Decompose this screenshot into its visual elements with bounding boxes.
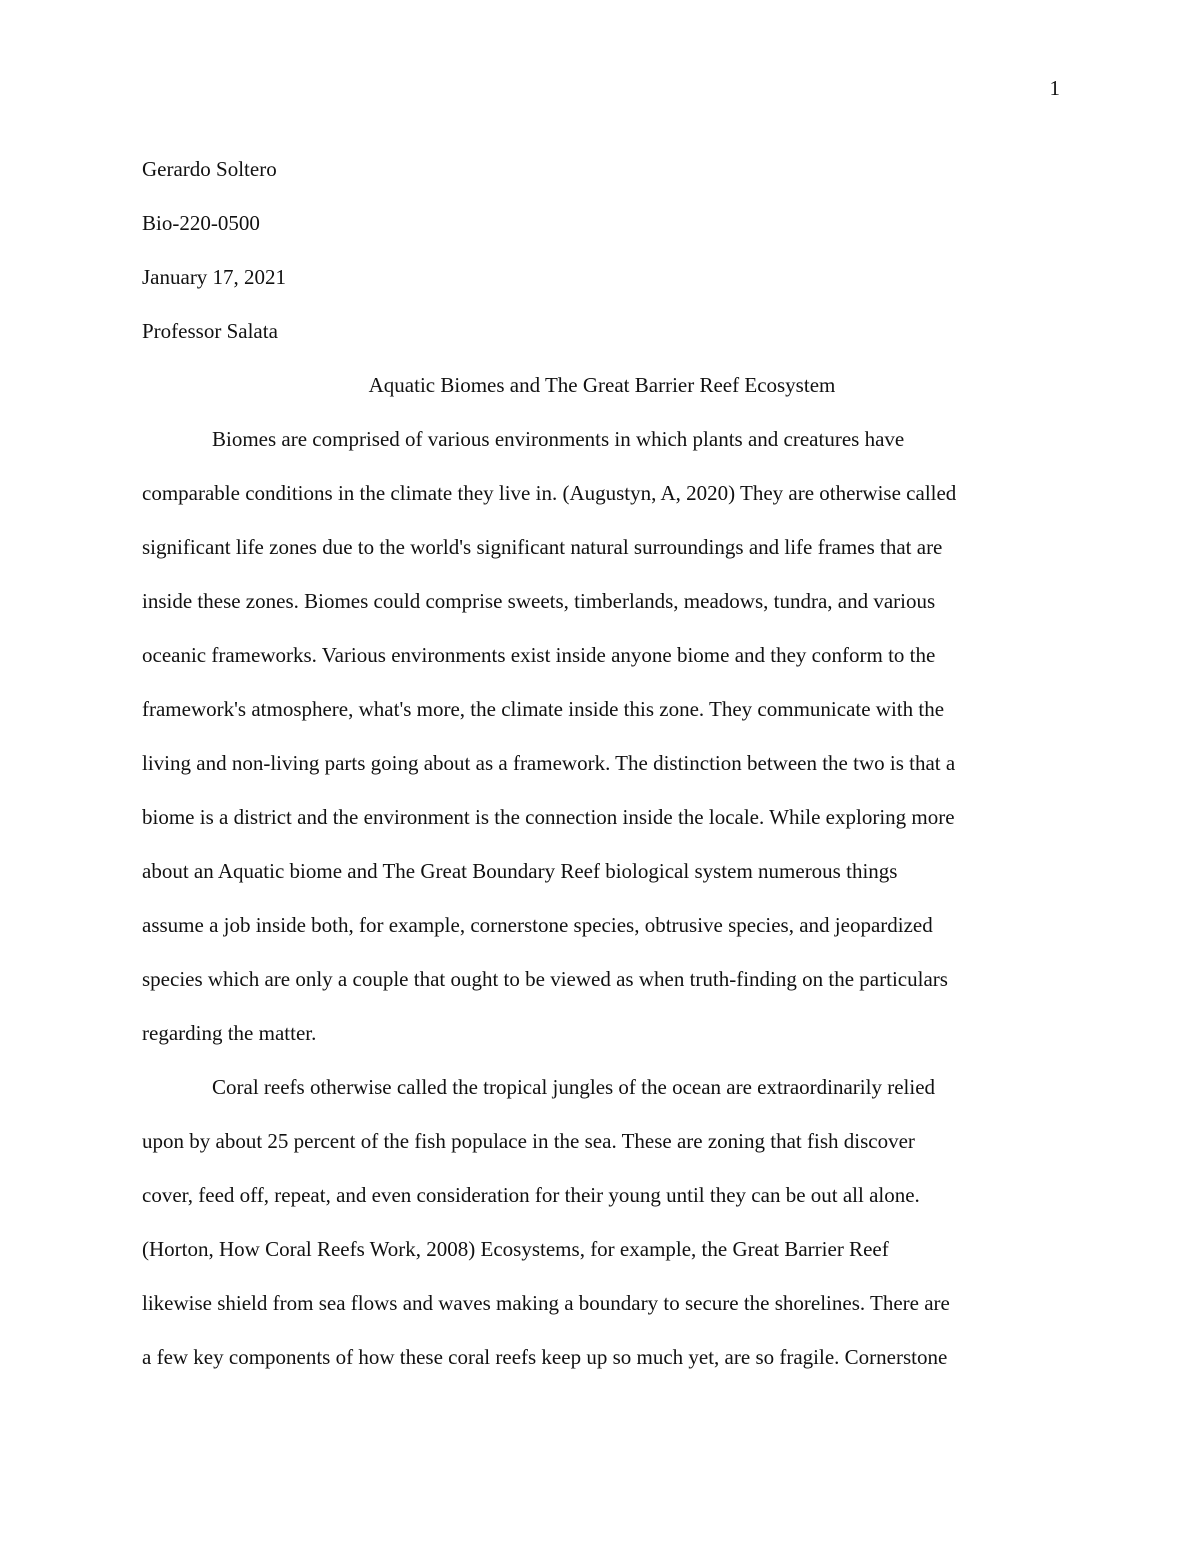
paragraph-line: Biomes are comprised of various environments in which plants and creatures have — [212, 427, 905, 451]
paragraph-line: (Horton, How Coral Reefs Work, 2008) Ecosystems, for example, the Great Barrier Reef — [142, 1237, 889, 1261]
paragraph-line: regarding the matter. — [142, 1021, 317, 1045]
paragraph-line: species which are only a couple that ought to be viewed as when truth-finding on the particulars — [142, 967, 948, 991]
page-number: 1 — [1049, 76, 1060, 100]
paragraph-line: Coral reefs otherwise called the tropical jungles of the ocean are extraordinarily relied — [212, 1075, 936, 1099]
paragraph-line: a few key components of how these coral reefs keep up so much yet, are so fragile. Cornerstone — [142, 1345, 948, 1369]
paragraph-line: biome is a district and the environment is the connection inside the locale. While exploring more — [142, 805, 955, 829]
instructor-name: Professor Salata — [142, 319, 278, 343]
paragraph-line: significant life zones due to the world's significant natural surroundings and life frames that are — [142, 535, 943, 559]
paragraph-line: living and non-living parts going about as a framework. The distinction between the two is that a — [142, 751, 956, 775]
document-date: January 17, 2021 — [142, 265, 287, 289]
document-body — [142, 142, 1062, 1384]
paragraph-line: oceanic frameworks. Various environments exist inside anyone biome and they conform to the — [142, 643, 936, 667]
paragraph-line: cover, feed off, repeat, and even consideration for their young until they can be out all alone. — [142, 1183, 920, 1207]
paragraph-2 — [142, 1060, 1062, 1384]
paragraph-line: about an Aquatic biome and The Great Boundary Reef biological system numerous things — [142, 859, 898, 883]
paragraph-1 — [142, 412, 1062, 1060]
course-code: Bio-220-0500 — [142, 211, 260, 235]
paragraph-line: upon by about 25 percent of the fish populace in the sea. These are zoning that fish discover — [142, 1129, 915, 1153]
paragraph-line: inside these zones. Biomes could comprise sweets, timberlands, meadows, tundra, and various — [142, 589, 936, 613]
paragraph-line: assume a job inside both, for example, cornerstone species, obtrusive species, and jeopardized — [142, 913, 933, 937]
document-title: Aquatic Biomes and The Great Barrier Reef Ecosystem — [368, 373, 836, 397]
author-name: Gerardo Soltero — [142, 157, 277, 181]
paragraph-line: likewise shield from sea flows and waves making a boundary to secure the shorelines. There are — [142, 1291, 950, 1315]
paragraph-line: comparable conditions in the climate they live in. (Augustyn, A, 2020) They are otherwise called — [142, 481, 957, 505]
paragraph-line: framework's atmosphere, what's more, the climate inside this zone. They communicate with the — [142, 697, 945, 721]
